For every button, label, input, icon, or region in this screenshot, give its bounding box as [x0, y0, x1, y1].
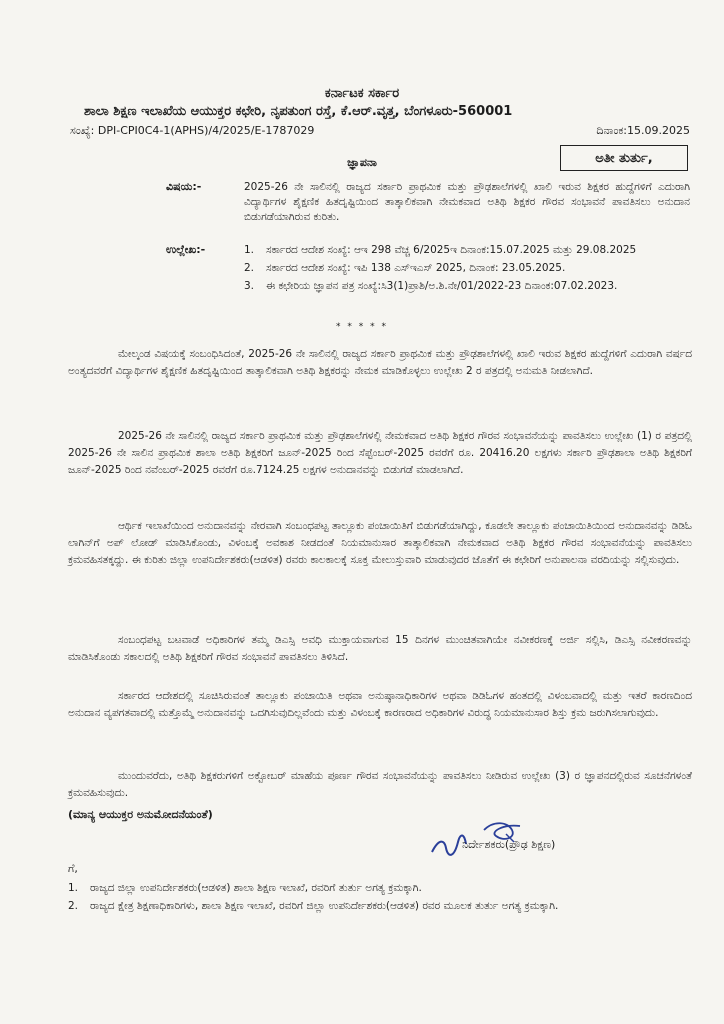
reference-line: [70, 124, 690, 138]
subject-text: 2025-26 ನೇ ಸಾಲಿನಲ್ಲಿ ರಾಜ್ಯದ ಸರ್ಕಾರಿ ಪ್ರಾಥಮಿಕ ಮತ್ತು ಪ್ರೌಢಶಾಲೆಗಳಲ್ಲಿ ಖಾಲಿ ಇರುವ ಶಿಕ್ಷಕರ ಹುದ್ದೆಗಳಿಗೆ ಎದುರಾಗಿ ವಿದ್ಯಾರ್ಥಿಗಳ ಶೈಕ್ಷಣಿಕ ಹಿತದೃಷ್ಟಿಯಿಂದ ತಾತ್ಕಾಲಿಕವಾಗಿ ನೇಮಕವಾದ ಅತಿಥಿ ಶಿಕ್ಷಕರ ಗೌರವ ಸಂಭಾವನೆ ಪಾವತಿಸಲು ಅನುದಾನ ಬಿಡುಗಡೆಯಾಗಿರುವ ಕುರಿತು.: [244, 181, 690, 223]
reference-item: [244, 279, 690, 294]
references-list: [244, 243, 690, 297]
notice-title: ಜ್ಞಾಪನಾ: [347, 156, 377, 169]
body-paragraph: [68, 768, 692, 802]
copy-text: ರಾಜ್ಯದ ಜಿಲ್ಲಾ ಉಪನಿರ್ದೇಶಕರು(ಆಡಳಿತ) ಶಾಲಾ ಶಿಕ್ಷಣ ಇಲಾಖೆ, ರವರಿಗೆ ತುರ್ತು ಅಗತ್ಯ ಕ್ರಮಕ್ಕಾಗಿ.: [90, 882, 422, 894]
body-paragraph: [68, 346, 692, 380]
reference-text: ಈ ಕಛೇರಿಯ ಜ್ಞಾಪನ ಪತ್ರ ಸಂಖ್ಯೆ:ಸಿ3(1)ಪ್ರಾಶಿ/ಅ.ಶಿ.ನೇ/01/2022-23 ದಿನಾಂಕ:07.02.2023.: [266, 280, 618, 292]
copy-list: [68, 880, 688, 916]
paragraph-text: 2025-26 ನೇ ಸಾಲಿನಲ್ಲಿ ರಾಜ್ಯದ ಸರ್ಕಾರಿ ಪ್ರಾಥಮಿಕ ಮತ್ತು ಪ್ರೌಢಶಾಲೆಗಳಲ್ಲಿ ನೇಮಕವಾದ ಅತಿಥಿ ಶಿಕ್ಷಕರ ಗೌರವ ಸಂಭಾವನೆಯನ್ನು ಪಾವತಿಸಲು ಉಲ್ಲೇಖ (1) ರ ಪತ್ರದಲ್ಲಿ 2025-26 ನೇ ಸಾಲಿನ ಪ್ರಾಥಮಿಕ ಶಾಲಾ ಅತಿಥಿ ಶಿಕ್ಷಕರಿಗೆ ಜೂನ್-2025 ರಿಂದ ಸೆಪ್ಟೆಂಬರ್-2025 ರವರೆಗೆ ರೂ. 20416.20 ಲಕ್ಷಗಳು ಸರ್ಕಾರಿ ಪ್ರೌಢಶಾಲಾ ಅತಿಥಿ ಶಿಕ್ಷಕರಿಗೆ ಜೂನ್-2025 ರಿಂದ ನವೆಂಬರ್-2025 ರವರೆಗೆ ರೂ.7124.25 ಲಕ್ಷಗಳ ಅನುದಾನವನ್ನು ಬಿಡುಗಡೆ ಮಾಡಲಾಗಿದೆ.: [68, 430, 692, 476]
body-paragraph: [68, 428, 692, 479]
signer-title: ನಿರ್ದೇಶಕರು(ಪ್ರೌಢ ಶಿಕ್ಷಣ): [462, 838, 556, 851]
office-heading: ಶಾಲಾ ಶಿಕ್ಷಣ ಇಲಾಖೆಯ ಆಯುಕ್ತರ ಕಛೇರಿ, ನೃಪತುಂಗ ರಸ್ತೆ, ಕೆ.ಆರ್.ವೃತ್ತ, ಬೆಂಗಳೂರು-560001: [84, 104, 513, 119]
copy-number: 1.: [68, 882, 79, 894]
copy-item: [68, 898, 688, 914]
urgent-stamp: ಅತೀ ತುರ್ತು,: [560, 145, 688, 171]
copy-item: [68, 880, 688, 896]
body-paragraph: [68, 518, 692, 569]
to-label: ಗೆ,: [68, 862, 78, 875]
paragraph-text: ಸಂಬಂಧಪಟ್ಟ ಬಟವಾಡೆ ಅಧಿಕಾರಿಗಳ ತಮ್ಮ ಡಿಎಸ್ಸಿ ಅವಧಿ ಮುಕ್ತಾಯವಾಗುವ 15 ದಿನಗಳ ಮುಂಚಿತವಾಗಿಯೇ ನವೀಕರಣಕ್ಕೆ ಅರ್ಜಿ ಸಲ್ಲಿಸಿ, ಡಿಎಸ್ಸಿ ನವೀಕರಣವನ್ನು ಮಾಡಿಸಿಕೊಂಡು ಸಕಾಲದಲ್ಲಿ ಅತಿಥಿ ಶಿಕ್ಷಕರಿಗೆ ಗೌರವ ಸಂಭಾವನೆ ಪಾವತಿಸಲು ತಿಳಿಸಿದೆ.: [68, 634, 692, 663]
government-heading: ಕರ್ನಾಟಕ ಸರ್ಕಾರ: [324, 86, 400, 101]
copy-text: ರಾಜ್ಯದ ಕ್ಷೇತ್ರ ಶಿಕ್ಷಣಾಧಿಕಾರಿಗಳು, ಶಾಲಾ ಶಿಕ್ಷಣ ಇಲಾಖೆ, ರವರಿಗೆ ಜಿಲ್ಲಾ ಉಪನಿರ್ದೇಶಕರು(ಆಡಳಿತ) ರವರ ಮೂಲಕ ತುರ್ತು ಅಗತ್ಯ ಕ್ರಮಕ್ಕಾಗಿ.: [90, 900, 559, 912]
copy-number: 2.: [68, 900, 79, 912]
document-number: ಸಂಖ್ಯೆ: DPI-CPI0C4-1(APHS)/4/2025/E-1787029: [70, 124, 315, 137]
paragraph-text: ಆರ್ಥಿಕ ಇಲಾಖೆಯಿಂದ ಅನುದಾನವನ್ನು ನೇರವಾಗಿ ಸಂಬಂಧಪಟ್ಟ ತಾಲ್ಲೂಕು ಪಂಚಾಯಿತಿಗೆ ಬಿಡುಗಡೆಯಾಗಿದ್ದು, ಕೂಡಲೇ ತಾಲ್ಲೂಕು ಪಂಚಾಯಿತಿಯಿಂದ ಅನುದಾನವನ್ನು ಡಿಡಿಓ ಲಾಗಿನ್‌ಗೆ ಅಪ್ ಲೋಡ್ ಮಾಡಿಸಿಕೊಂಡು, ವಿಳಂಬಕ್ಕೆ ಅವಕಾಶ ನೀಡದಂತೆ ನಿಯಮಾನುಸಾರ ತಾತ್ಕಾಲಿಕವಾಗಿ ನೇಮಕವಾದ ಅತಿಥಿ ಶಿಕ್ಷಕರ ಗೌರವ ಸಂಭಾವನೆಯನ್ನು ಪಾವತಿಸಲು ಕ್ರಮವಹಿಸತಕ್ಕದ್ದು. ಈ ಕುರಿತು ಜಿಲ್ಲಾ ಉಪನಿರ್ದೇಶಕರು(ಆಡಳಿತ) ರವರು ಕಾಲಕಾಲಕ್ಕೆ ಸೂಕ್ತ ಮೇಲುಸ್ತುವಾರಿ ಮಾಡುವುದರ ಜೊತೆಗೆ ಈ ಕಛೇರಿಗೆ ಅನುಪಾಲನಾ ವರದಿಯನ್ನು ಸಲ್ಲಿಸುವುದು.: [68, 520, 692, 566]
reference-text: ಸರ್ಕಾರದ ಆದೇಶ ಸಂಖ್ಯೆ: ಆಇ 298 ವೆಚ್ಚ 6/2025ಇ ದಿನಾಂಕ:15.07.2025 ಮತ್ತು 29.08.2025: [266, 244, 637, 256]
separator: * * * * *: [336, 322, 388, 332]
paragraph-text: ಸರ್ಕಾರದ ಆದೇಶದಲ್ಲಿ ಸೂಚಿಸಿರುವಂತೆ ತಾಲ್ಲೂಕು ಪಂಚಾಯಿತಿ ಅಥವಾ ಅನುಷ್ಠಾನಾಧಿಕಾರಿಗಳ ಅಥವಾ ಡಿಡಿಓಗಳ ಹಂತದಲ್ಲಿ ವಿಳಂಬವಾದಲ್ಲಿ ಮತ್ತು ಇತರೆ ಕಾರಣದಿಂದ ಅನುದಾನ ವ್ಯಪಗತವಾದಲ್ಲಿ ಮತ್ತೊಮ್ಮೆ ಅನುದಾನವನ್ನು ಒದಗಿಸುವುದಿಲ್ಲವೆಂದು ಮತ್ತು ವಿಳಂಬಕ್ಕೆ ಕಾರಣರಾದ ಅಧಿಕಾರಿಗಳ ವಿರುದ್ಧ ನಿಯಮಾನುಸಾರ ಶಿಸ್ತು ಕ್ರಮ ಜರುಗಿಸಲಾಗುವುದು.: [68, 690, 692, 719]
reference-text: ಸರ್ಕಾರದ ಆದೇಶ ಸಂಖ್ಯೆ: ಇಪಿ 138 ಎಸ್‌ಇಎಸ್ 2025, ದಿನಾಂಕ: 23.05.2025.: [266, 262, 566, 274]
reference-number: 3.: [244, 280, 255, 292]
reference-number: 2.: [244, 262, 255, 274]
references-label: ಉಲ್ಲೇಖ:-: [166, 243, 206, 256]
document-date: ದಿನಾಂಕ:15.09.2025: [596, 124, 690, 137]
reference-item: [244, 261, 690, 276]
subject-label: ವಿಷಯ:-: [166, 180, 202, 193]
paragraph-text: ಮೇಲ್ಕಂಡ ವಿಷಯಕ್ಕೆ ಸಂಬಂಧಿಸಿದಂತೆ, 2025-26 ನೇ ಸಾಲಿನಲ್ಲಿ ರಾಜ್ಯದ ಸರ್ಕಾರಿ ಪ್ರಾಥಮಿಕ ಮತ್ತು ಪ್ರೌಢಶಾಲೆಗಳಲ್ಲಿ ಖಾಲಿ ಇರುವ ಶಿಕ್ಷಕರ ಹುದ್ದೆಗಳಿಗೆ ಎದುರಾಗಿ ವರ್ಷದ ಅಂತ್ಯದವರೆಗೆ ವಿದ್ಯಾರ್ಥಿಗಳ ಶೈಕ್ಷಣಿಕ ಹಿತದೃಷ್ಟಿಯಿಂದ ತಾತ್ಕಾಲಿಕವಾಗಿ ಅತಿಥಿ ಶಿಕ್ಷಕರನ್ನು ನೇಮಕ ಮಾಡಿಕೊಳ್ಳಲು ಉಲ್ಲೇಖ 2 ರ ಪತ್ರದಲ್ಲಿ ಅನುಮತಿ ನೀಡಲಾಗಿದೆ.: [68, 348, 692, 377]
reference-number: 1.: [244, 244, 255, 256]
body-paragraph: [68, 632, 692, 666]
paragraph-text: ಮುಂದುವರೆದು, ಅತಿಥಿ ಶಿಕ್ಷಕರುಗಳಿಗೆ ಅಕ್ಟೋಬರ್ ಮಾಹೆಯ ಪೂರ್ಣ ಗೌರವ ಸಂಭಾವನೆಯನ್ನು ಪಾವತಿಸಲು ನೀಡಿರುವ ಉಲ್ಲೇಖ (3) ರ ಜ್ಞಾಪನದಲ್ಲಿರುವ ಸೂಚನೆಗಳಂತೆ ಕ್ರಮವಹಿಸುವುದು.: [68, 770, 692, 799]
reference-item: [244, 243, 690, 258]
body-paragraph: [68, 688, 692, 722]
approval-note: (ಮಾನ್ಯ ಆಯುಕ್ತರ ಅನುಮೋದನೆಯಂತೆ): [68, 808, 213, 821]
